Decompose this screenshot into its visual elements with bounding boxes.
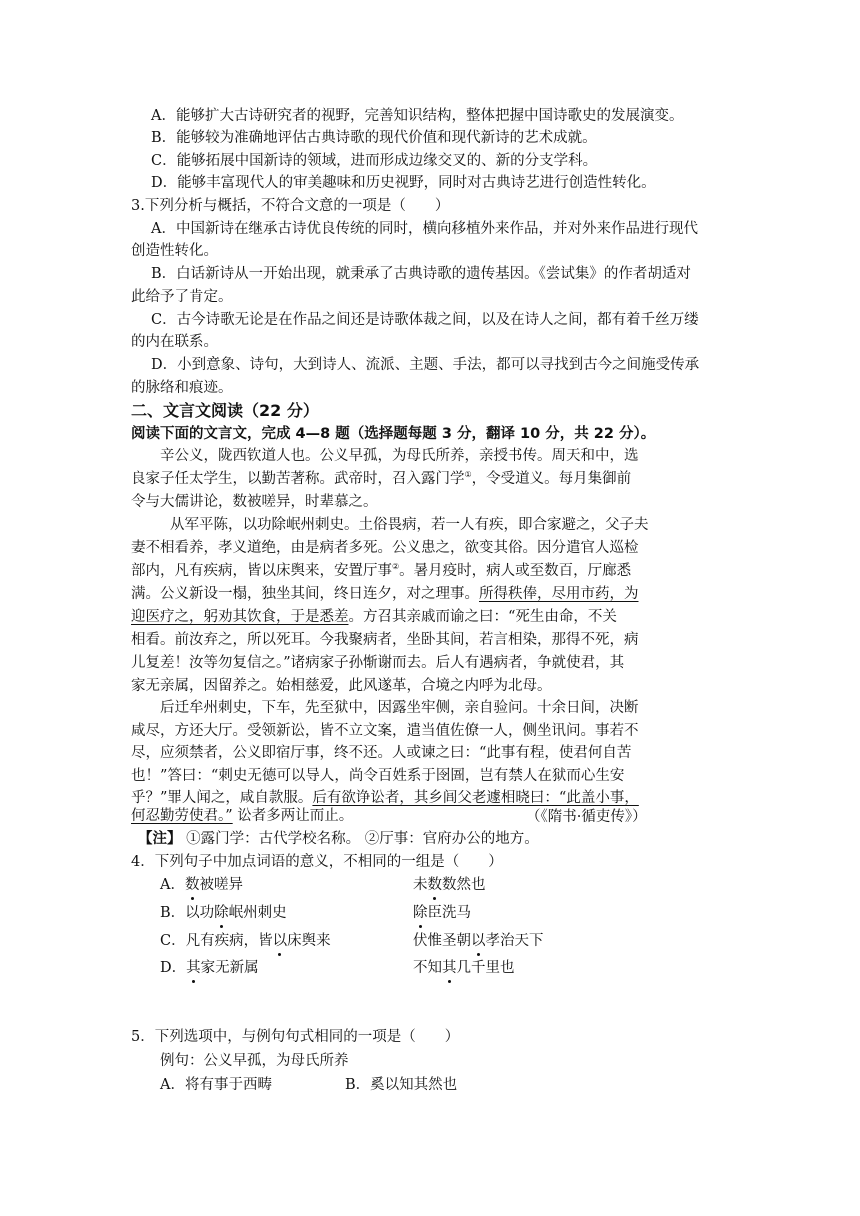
dotted-word: 其: [186, 957, 201, 979]
option-d-line1: D．小到意象、诗句，大到诗人、流派、主题、手法，都可以寻找到古今之间施受传承: [151, 357, 700, 373]
passage-line: 也！”答曰：“刺史无德可以导人，尚令百姓系于囹圄，岂有禁人在狱而心生安: [131, 768, 625, 784]
dotted-word: 以: [471, 930, 486, 952]
passage-line: 咸尽，方还大厅。受领新讼，皆不立文案，遣当值佐僚一人，侧坐讯问。事若不: [131, 723, 639, 739]
passage-line: 满。公义新设一榻，独坐其间，终日连夕，对之理事。所得秩俸，尽用市药，为: [131, 586, 639, 602]
notes: 【注】 ①露门学：古代学校名称。 ②厅事：官府办公的地方。: [138, 831, 539, 847]
option-a-right: 未数数然也: [413, 874, 486, 896]
option-b-line2: 此给予了肯定。: [131, 289, 233, 305]
option-b-line1: B．白话新诗从一开始出现，就秉承了古典诗歌的遗传基因。《尝试集》的作者胡适对: [151, 266, 691, 282]
dotted-word: 其: [442, 957, 457, 979]
question-4-stem: 4．下列句子中加点词语的意义，不相同的一组是（ ）: [131, 854, 503, 870]
passage-line: 何忍勤劳使君。” 讼者多两让而止。: [131, 808, 354, 824]
option-c-right: 伏惟圣朝以孝治天下: [413, 930, 544, 952]
option-c-left: C．凡有疾病，皆以床舆来: [160, 930, 331, 952]
passage-line: 妻不相看养，孝义道绝，由是病者多死。公义患之，欲变其俗。因分遣官人巡检: [131, 540, 639, 556]
option-b-left: B．以功除岷州刺史: [160, 902, 287, 924]
passage-line: 部内，凡有疾病，皆以床舆来，安置厅事②。暑月疫时，病人或至数百，厅廊悉: [131, 562, 632, 579]
option-a-left: A．数被嗟异: [160, 874, 243, 896]
option-a: A．将有事于西畴: [160, 1077, 272, 1093]
passage-line: 相看。前汝弃之，所以死耳。今我聚病者，坐卧其间，若言相染，那得不死，病: [131, 632, 639, 648]
option-d-line2: 的脉络和痕迹。: [131, 380, 233, 396]
passage-line: 尽，应须禁者，公义即宿厅事，终不还。人或谏之曰：“此事有程，使君何自苦: [131, 745, 632, 761]
passage-line: 迎医疗之，躬劝其饮食，于是悉差。方召其亲戚而谕之曰：“死生由命，不关: [131, 609, 617, 625]
option-a-line2: 创造性转化。: [131, 243, 218, 259]
dotted-word: 以: [273, 930, 288, 952]
question-5-stem: 5．下列选项中，与例句句式相同的一项是（ ）: [131, 1029, 460, 1045]
passage-line: 辛公义，陇西钦道人也。公义早孤，为母氏所养，亲授书传。周天和中，选: [160, 448, 639, 464]
option-b-right: 除臣洗马: [413, 902, 471, 924]
passage-line: 良家子任太学生，以勤苦著称。武帝时，召入露门学①，令受道义。每月集御前: [131, 470, 632, 487]
option-c-line1: C．古今诗歌无论是在作品之间还是诗歌体裁之间，以及在诗人之间，都有着千丝万缕: [151, 312, 699, 328]
dotted-word: 除: [413, 902, 428, 924]
option-a: A．能够扩大古诗研究者的视野，完善知识结构，整体把握中国诗歌史的发展演变。: [151, 108, 684, 124]
passage-line: 令与大儒讲论，数被嗟异，时辈慕之。: [131, 494, 378, 510]
dotted-word: 数: [185, 874, 200, 896]
footnote-ref: ①: [464, 470, 472, 480]
underlined-sentence: 何忍勤劳使君。”: [131, 808, 233, 824]
example-sentence: 例句：公义早孤，为母氏所养: [160, 1053, 349, 1069]
option-b: B．能够较为准确地评估古典诗歌的现代价值和现代新诗的艺术成就。: [151, 130, 597, 146]
underlined-sentence: 迎医疗之，躬劝其饮食，于是悉差: [131, 609, 349, 625]
footnote-ref: ②: [392, 562, 400, 572]
section-instruction: 阅读下面的文言文，完成 4—8 题（选择题每题 3 分，翻译 10 分，共 22 分）。: [131, 426, 656, 442]
passage-source: （《隋书·循吏传》）: [526, 809, 647, 825]
underlined-sentence: 后有欲诤讼者，其乡闾父老遽相晓曰：“此盖小事，: [312, 790, 639, 806]
option-c: C．能够拓展中国新诗的领域，进而形成边缘交叉的、新的分支学科。: [151, 153, 598, 169]
section-heading: 二、文言文阅读（22 分）: [131, 401, 319, 420]
passage-line: 儿复差！汝等勿复信之。”诸病家子孙惭谢而去。后人有遇病者，争就使君，其: [131, 655, 625, 671]
dotted-word: 除: [214, 902, 229, 924]
dotted-word: 数: [428, 874, 443, 896]
question-3-stem: 3.下列分析与概括，不符合文意的一项是（ ）: [131, 198, 450, 214]
passage-line: 乎？”罪人闻之，咸自款服。后有欲诤讼者，其乡闾父老遽相晓曰：“此盖小事，: [131, 790, 639, 806]
underlined-sentence: 所得秩俸，尽用市药，为: [479, 586, 639, 602]
option-a-line1: A．中国新诗在继承古诗优良传统的同时，横向移植外来作品，并对外来作品进行现代: [151, 221, 698, 237]
notes-label: 【注】: [138, 831, 182, 847]
passage-line: 家无亲属，因留养之。始相慈爱，此风遂革，合境之内呼为北母。: [131, 678, 552, 694]
option-c-line2: 的内在联系。: [131, 334, 218, 350]
option-d-left: D．其家无新属: [160, 957, 259, 979]
option-b: B．奚以知其然也: [345, 1077, 458, 1093]
passage-line: 从军平陈，以功除岷州刺史。土俗畏病，若一人有疾，即合家避之，父子夫: [170, 517, 649, 533]
option-d-right: 不知其几千里也: [413, 957, 515, 979]
option-d: D．能够丰富现代人的审美趣味和历史视野，同时对古典诗艺进行创造性转化。: [151, 175, 656, 191]
passage-line: 后迁牟州刺史，下车，先至狱中，因露坐牢侧，亲自验问。十余日间，决断: [160, 700, 639, 716]
